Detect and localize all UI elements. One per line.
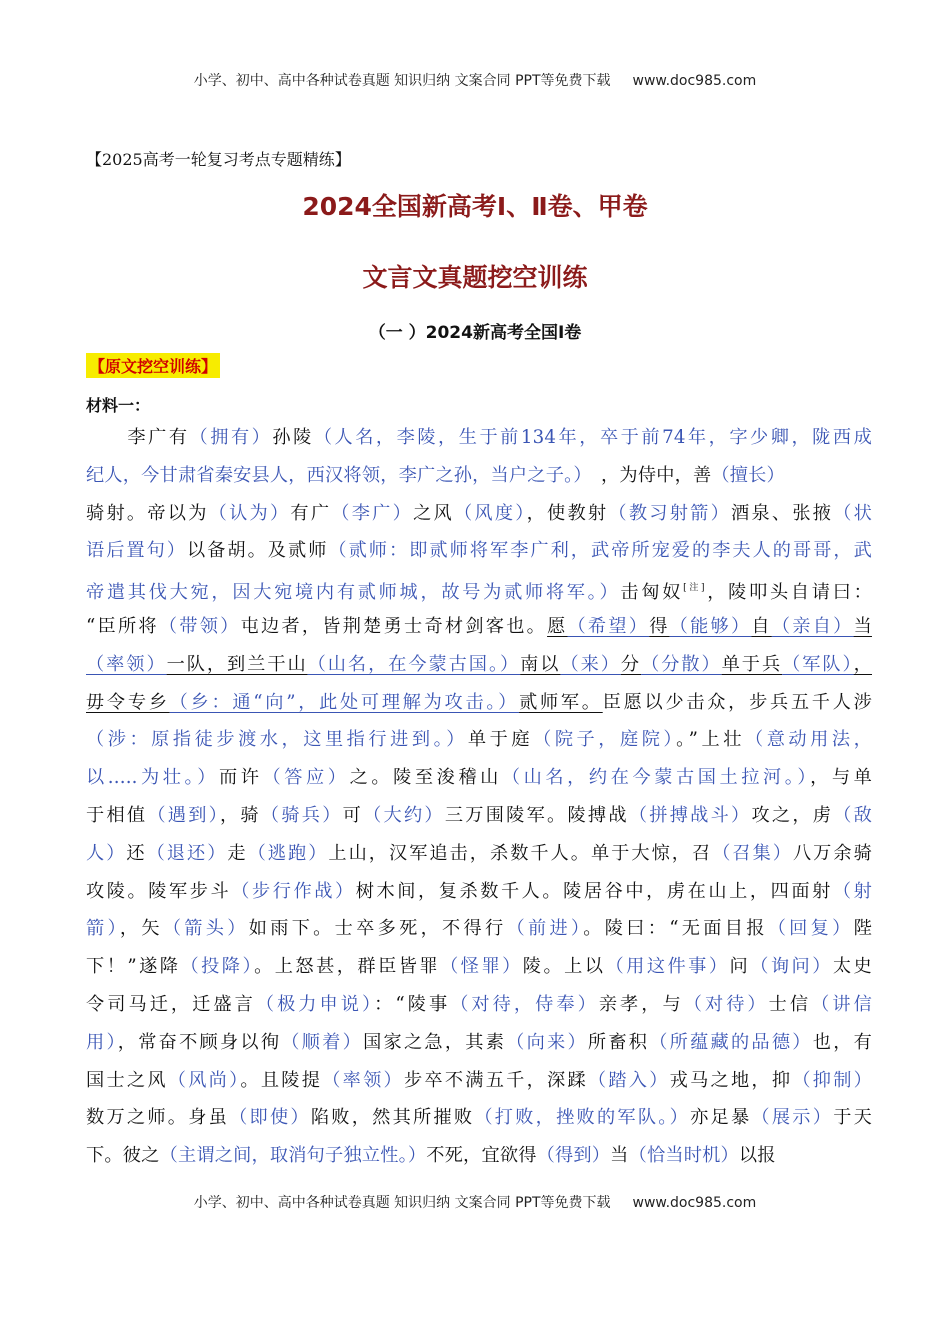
original-text: 问 [729, 956, 751, 978]
original-text: 之风 [413, 502, 454, 524]
annotation: （对待） [683, 993, 769, 1015]
annotation: （希望） [567, 615, 650, 637]
annotation: （率领） [86, 653, 167, 675]
original-text: 于相值 [86, 804, 148, 826]
annotation: 帝遣其伐大宛，因大宛境内有贰师城，故号为贰师将军。） [86, 582, 621, 604]
original-text: 愿 [547, 615, 568, 637]
original-text: 如雨下。士卒多死，不得行 [248, 918, 507, 940]
passage-line [86, 684, 872, 722]
original-text: 还 [126, 842, 147, 864]
header-text: 小学、初中、高中各种试卷真题 知识归纳 文案合同 PPT等免费下载 [193, 73, 611, 89]
original-text: ， [853, 653, 872, 675]
annotation: （对待，侍奉） [450, 993, 599, 1015]
original-text: 步卒不满五千，深蹂 [403, 1069, 588, 1091]
annotation: （认为） [208, 502, 291, 524]
original-text: 三万围陵军。陵搏战 [444, 804, 629, 826]
original-text: 南以 [520, 653, 561, 675]
annotation: 箭） [86, 918, 120, 940]
original-text: 攻陵。陵军步斗 [86, 880, 232, 902]
original-text: 下！”遂降 [86, 956, 181, 978]
original-text: ，常奋不顾身以徇 [117, 1031, 282, 1053]
annotation: （意动用法， [744, 729, 872, 751]
original-text: 上山，汉军追击，杀数千人。单于大惊，召 [328, 842, 713, 864]
original-text: 不死，宜欲得 [426, 1145, 537, 1167]
original-text: 。且陵提 [240, 1069, 323, 1091]
annotation: （院子，庭院） [533, 729, 677, 751]
annotation: （投降） [180, 956, 255, 978]
original-text: 以报 [738, 1145, 776, 1167]
annotation: （召集） [712, 842, 793, 864]
annotation: （回复） [767, 918, 854, 940]
footer-text: 小学、初中、高中各种试卷真题 知识归纳 文案合同 PPT等免费下载 [193, 1195, 611, 1211]
annotation: （教习射箭） [608, 502, 732, 524]
original-text: 击匈奴 [620, 582, 684, 604]
original-text: 贰师军。 [519, 691, 603, 713]
original-text: 陷败，然其所摧败 [310, 1107, 475, 1129]
original-text: 骑射。帝以为 [86, 502, 209, 524]
annotation: （极力申说） [255, 993, 375, 1015]
original-text: 毋令专乡 [86, 691, 170, 713]
original-text: 下。彼之 [86, 1145, 160, 1167]
passage-line [86, 910, 872, 948]
original-text: 于天 [833, 1107, 872, 1129]
original-text: ，使教射 [526, 502, 609, 524]
original-text: 国士之风 [86, 1069, 168, 1091]
annotation: （风度） [453, 502, 527, 524]
annotation: （来） [560, 653, 621, 675]
page-header [0, 70, 950, 90]
main-title: 2024全国新高考Ⅰ、Ⅱ卷、甲卷 [302, 192, 648, 221]
footer-website[interactable]: www.doc985.com [632, 1195, 757, 1211]
original-text: ：“陵事 [374, 993, 451, 1015]
annotation: （敌 [833, 804, 872, 826]
original-text: 以备胡。及贰师 [187, 540, 329, 562]
annotation: （用这件事） [605, 956, 730, 978]
annotation: （前进） [506, 918, 584, 940]
annotation: 语后置句） [86, 540, 187, 562]
annotation: （射 [832, 880, 872, 902]
original-text: 戎马之地，抑 [669, 1069, 793, 1091]
original-text: 当 [853, 615, 872, 637]
annotation: （踏入） [587, 1069, 670, 1091]
original-text: 单于兵 [721, 653, 783, 675]
original-text: 得 [649, 615, 670, 637]
annotation: 用） [86, 1031, 118, 1053]
passage-line [86, 608, 872, 646]
original-text: 。”上壮 [676, 729, 745, 751]
original-text: 单于庭 [467, 729, 534, 751]
annotation: （乡：通“向”，此处可理解为攻击。） [169, 691, 520, 713]
annotation: （打败，挫败的军队。） [474, 1107, 691, 1129]
passage-line [86, 835, 872, 873]
passage-body [86, 419, 872, 1175]
passage-line [86, 495, 872, 533]
annotation: （骑兵） [260, 804, 343, 826]
original-text: 之。陵至浚稽山 [349, 767, 502, 789]
annotation: （军队） [782, 653, 854, 675]
original-text: 陛 [853, 918, 872, 940]
annotation: （大约） [363, 804, 445, 826]
passage-line [86, 1137, 872, 1175]
annotation: （拼搏战斗） [628, 804, 752, 826]
annotation: （率领） [322, 1069, 404, 1091]
annotation: （亲自） [771, 615, 854, 637]
annotation: （涉：原指徒步渡水，这里指行进到。） [86, 729, 468, 751]
original-text: 有广 [290, 502, 332, 524]
original-text: 孙陵 [272, 427, 314, 448]
series-tag: 【2025高考一轮复习考点专题精练】 [86, 150, 351, 169]
annotation: （询问） [750, 956, 833, 978]
original-text: 臣愿以少击众，步兵五千人涉 [602, 691, 872, 713]
annotation: （怪罪） [440, 956, 523, 978]
passage-line [86, 986, 872, 1024]
original-text: 数万之师。身虽 [86, 1107, 230, 1129]
passage-line [86, 1099, 872, 1137]
passage-line [86, 759, 872, 797]
annotation: （分散） [641, 653, 722, 675]
original-text: 一队，到兰干山 [166, 653, 308, 675]
page-footer [0, 1192, 950, 1212]
annotation: （山名，约在今蒙古国土拉河。） [501, 767, 811, 789]
annotation: （李广） [331, 502, 414, 524]
annotation: （逃跑） [247, 842, 329, 864]
annotation: （步行作战） [231, 880, 356, 902]
sub-title: 文言文真题挖空训练 [362, 263, 588, 292]
header-website[interactable]: www.doc985.com [632, 73, 757, 89]
original-text: 自 [751, 615, 772, 637]
annotation: （人名，李陵，生于前134年，卒于前74年，字少卿，陇西成 [313, 427, 872, 448]
annotation: （遇到） [147, 804, 220, 826]
original-text: 可 [342, 804, 364, 826]
original-text: 树木间，复杀数千人。陵居谷中，虏在山上，四面射 [355, 880, 833, 902]
annotation: （展示） [751, 1107, 834, 1129]
annotation: （箭头） [162, 918, 249, 940]
annotation: （退还） [146, 842, 228, 864]
original-text: 走 [227, 842, 248, 864]
original-text: “臣所将 [86, 615, 159, 637]
original-text: 。陵曰：“无面目报 [583, 918, 768, 940]
note-marker: [注] [683, 583, 705, 594]
passage-line [86, 646, 872, 684]
original-text: 亦足暴 [690, 1107, 752, 1129]
annotation: （抑制） [792, 1069, 872, 1091]
section-heading: （一 ）2024新高考全国Ⅰ卷 [368, 323, 582, 343]
passage-line [86, 797, 872, 835]
annotation: （恰当时机） [628, 1145, 739, 1167]
original-text: 国家之急，其素 [363, 1031, 507, 1053]
original-text: 令司马迁，迁盛言 [86, 993, 256, 1015]
original-text: 八万余骑 [792, 842, 872, 864]
annotation: （答应） [262, 767, 350, 789]
annotation: （所蕴藏的品德） [649, 1031, 813, 1053]
original-text: 亲孝，与 [598, 993, 684, 1015]
original-text: 士信 [768, 993, 812, 1015]
passage-line [86, 721, 872, 759]
passage-line [86, 532, 872, 570]
annotation: （能够） [669, 615, 752, 637]
passage-line [86, 948, 872, 986]
annotation: （贰师：即贰师将军李广利，武帝所宠爱的李夫人的哥哥，武 [328, 540, 872, 562]
annotation: （风尚） [167, 1069, 241, 1091]
annotation: （向来） [506, 1031, 588, 1053]
passage-line [86, 419, 872, 457]
original-text: ，与单 [810, 767, 872, 789]
annotation: （带领） [158, 615, 241, 637]
annotation: （拥有） [189, 427, 273, 448]
original-text: 陵。上以 [522, 956, 606, 978]
original-text: ，骑 [219, 804, 261, 826]
original-text: 屯边者，皆荆楚勇士奇材剑客也。 [240, 615, 548, 637]
original-text: ，陵叩头自请曰： [704, 582, 872, 604]
annotation: （状 [833, 502, 872, 524]
original-text: ，矢 [119, 918, 163, 940]
original-text: 酒泉、张掖 [731, 502, 834, 524]
annotation: （山名，在今蒙古国。） [307, 653, 521, 675]
passage-line [86, 1062, 872, 1100]
annotation: （得到） [536, 1145, 611, 1167]
annotation: 以.....为壮。） [86, 767, 219, 789]
annotation: （擅长） [711, 464, 785, 486]
original-text: 而许 [218, 767, 263, 789]
annotation: （讲信 [811, 993, 872, 1015]
annotation: 人） [86, 842, 127, 864]
original-text: 分 [620, 653, 642, 675]
original-text: 攻之，虏 [751, 804, 834, 826]
annotation: （即使） [229, 1107, 311, 1129]
original-text: 李广有 [86, 427, 190, 448]
annotation: （顺着） [281, 1031, 364, 1053]
annotation: （主谓之间，取消句子独立性。） [159, 1145, 427, 1167]
original-text: ，为侍中，善 [582, 464, 712, 486]
material-label: 材料一： [86, 396, 151, 415]
passage-line [86, 457, 872, 495]
passage-line [86, 1024, 872, 1062]
annotation: 纪人，今甘肃省秦安县人，西汉将领，李广之孙，当户之子。） [86, 464, 583, 486]
original-text: 。上怒甚，群臣皆罪 [254, 956, 441, 978]
passage-line [86, 873, 872, 911]
passage-line [86, 570, 872, 608]
original-text: 也，有 [812, 1031, 872, 1053]
original-text: 太史 [832, 956, 872, 978]
section-label-highlight: 【原文挖空训练】 [86, 353, 220, 378]
original-text: 当 [610, 1145, 629, 1167]
original-text: 所畜积 [587, 1031, 650, 1053]
